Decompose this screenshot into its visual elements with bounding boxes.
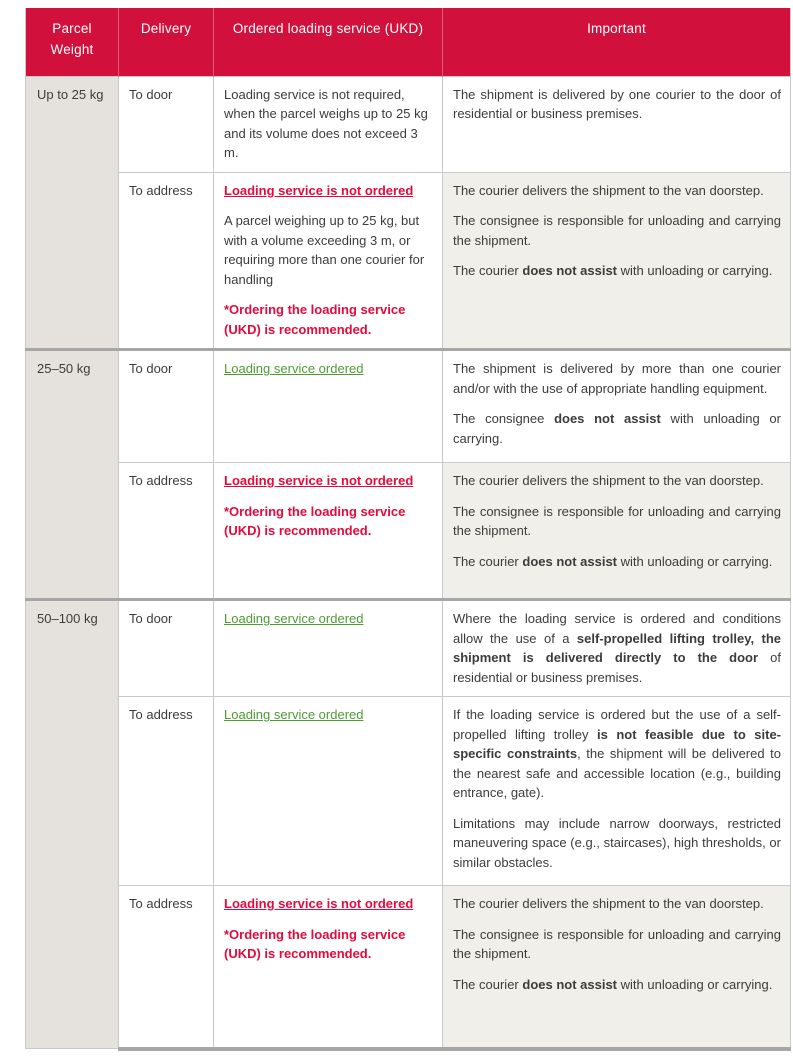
important-paragraph: If the loading service is ordered but the use of a self-propelled lifting trolley is not feasible due to site-specific constraints, the shipment will be delivered to the nearest safe and accessible location (e.g., building entrance, gate). [453, 707, 781, 801]
loading-service-ordered-link[interactable]: Loading service ordered [224, 707, 364, 723]
important-paragraph: The courier delivers the shipment to the van doorstep. [453, 896, 764, 912]
ordered-loading-service-cell [214, 463, 443, 600]
parcel-weight-cell: 25–50 kg [26, 350, 119, 600]
header-row [26, 8, 791, 76]
ordering-recommended-note: *Ordering the loading service (UKD) is recommended. [224, 302, 406, 337]
header-important: Important [443, 8, 791, 76]
delivery-cell: To door [119, 76, 214, 172]
important-paragraph: Limitations may include narrow doorways, restricted maneuvering space (e.g., staircases), high thresholds, or similar obstacles. [453, 815, 781, 870]
delivery-cell: To address [119, 697, 214, 886]
important-paragraph: The consignee is responsible for unloading and carrying the shipment. [453, 926, 781, 962]
loading-service-not-ordered-link[interactable]: Loading service is not ordered [224, 896, 414, 912]
table-header [26, 8, 791, 76]
delivery-cell: To door [119, 350, 214, 463]
important-paragraph: Where the loading service is ordered and conditions allow the use of a self-propelled lifting trolley, the shipment is delivered directly to the door of residential or business premises. [453, 611, 782, 685]
header-ordered-loading-service: Ordered loading service (UKD) [214, 8, 443, 76]
delivery-cell: To address [119, 886, 214, 1049]
ordering-recommended-note: *Ordering the loading service (UKD) is recommended. [224, 926, 406, 962]
table-row [26, 697, 791, 886]
header-delivery: Delivery [119, 8, 214, 76]
important-paragraph: The shipment is delivered by more than one courier and/or with the use of appropriate handling equipment. [453, 361, 781, 396]
loading-service-not-ordered-link[interactable]: Loading service is not ordered [224, 473, 414, 489]
loading-service-ordered-link[interactable]: Loading service ordered [224, 611, 364, 627]
table-row [26, 350, 791, 463]
ordered-loading-service-cell [214, 172, 443, 350]
important-cell [443, 350, 791, 463]
delivery-cell: To door [119, 600, 214, 697]
ordered-loading-service-cell [214, 600, 443, 697]
important-paragraph: The courier does not assist with unloading or carrying. [453, 263, 773, 279]
table-row [26, 463, 791, 600]
important-paragraph: The courier does not assist with unloading or carrying. [453, 976, 773, 992]
ordered-loading-service-cell [214, 886, 443, 1049]
loading-service-ordered-link[interactable]: Loading service ordered [224, 361, 364, 377]
important-paragraph: The courier does not assist with unloading or carrying. [453, 553, 773, 569]
delivery-cell: To address [119, 463, 214, 600]
table-row [26, 600, 791, 697]
important-paragraph: The courier delivers the shipment to the van doorstep. [453, 473, 764, 489]
table-row [26, 886, 791, 1049]
ordered-loading-service-cell [214, 697, 443, 886]
important-cell [443, 886, 791, 1049]
important-cell [443, 697, 791, 886]
table-row [26, 76, 791, 172]
service-description: A parcel weighing up to 25 kg, but with a volume exceeding 3 m, or requiring more than one courier for handling [224, 213, 425, 287]
important-cell [443, 463, 791, 600]
loading-service-table [25, 8, 791, 1051]
table-row [26, 172, 791, 350]
delivery-cell: To address [119, 172, 214, 350]
loading-service-not-ordered-link[interactable]: Loading service is not ordered [224, 182, 414, 198]
important-paragraph: The consignee is responsible for unloading and carrying the shipment. [453, 213, 781, 248]
ordered-loading-service-cell [214, 350, 443, 463]
important-paragraph: The courier delivers the shipment to the van doorstep. [453, 182, 764, 198]
parcel-weight-cell: Up to 25 kg [26, 76, 119, 350]
table-body [26, 76, 791, 1049]
parcel-weight-cell: 50–100 kg [26, 600, 119, 1049]
important-cell [443, 76, 791, 172]
important-paragraph: The shipment is delivered by one courier to the door of residential or business premises. [453, 86, 781, 122]
important-paragraph: The consignee does not assist with unloading or carrying. [453, 411, 781, 446]
ordering-recommended-note: *Ordering the loading service (UKD) is recommended. [224, 503, 406, 539]
important-cell [443, 172, 791, 350]
header-parcel-weight: Parcel Weight [26, 8, 119, 76]
important-paragraph: The consignee is responsible for unloading and carrying the shipment. [453, 503, 781, 539]
ordered-loading-service-cell [214, 76, 443, 172]
important-cell [443, 600, 791, 697]
service-description: Loading service is not required, when the parcel weighs up to 25 kg and its volume does not exceed 3 m. [224, 86, 428, 161]
